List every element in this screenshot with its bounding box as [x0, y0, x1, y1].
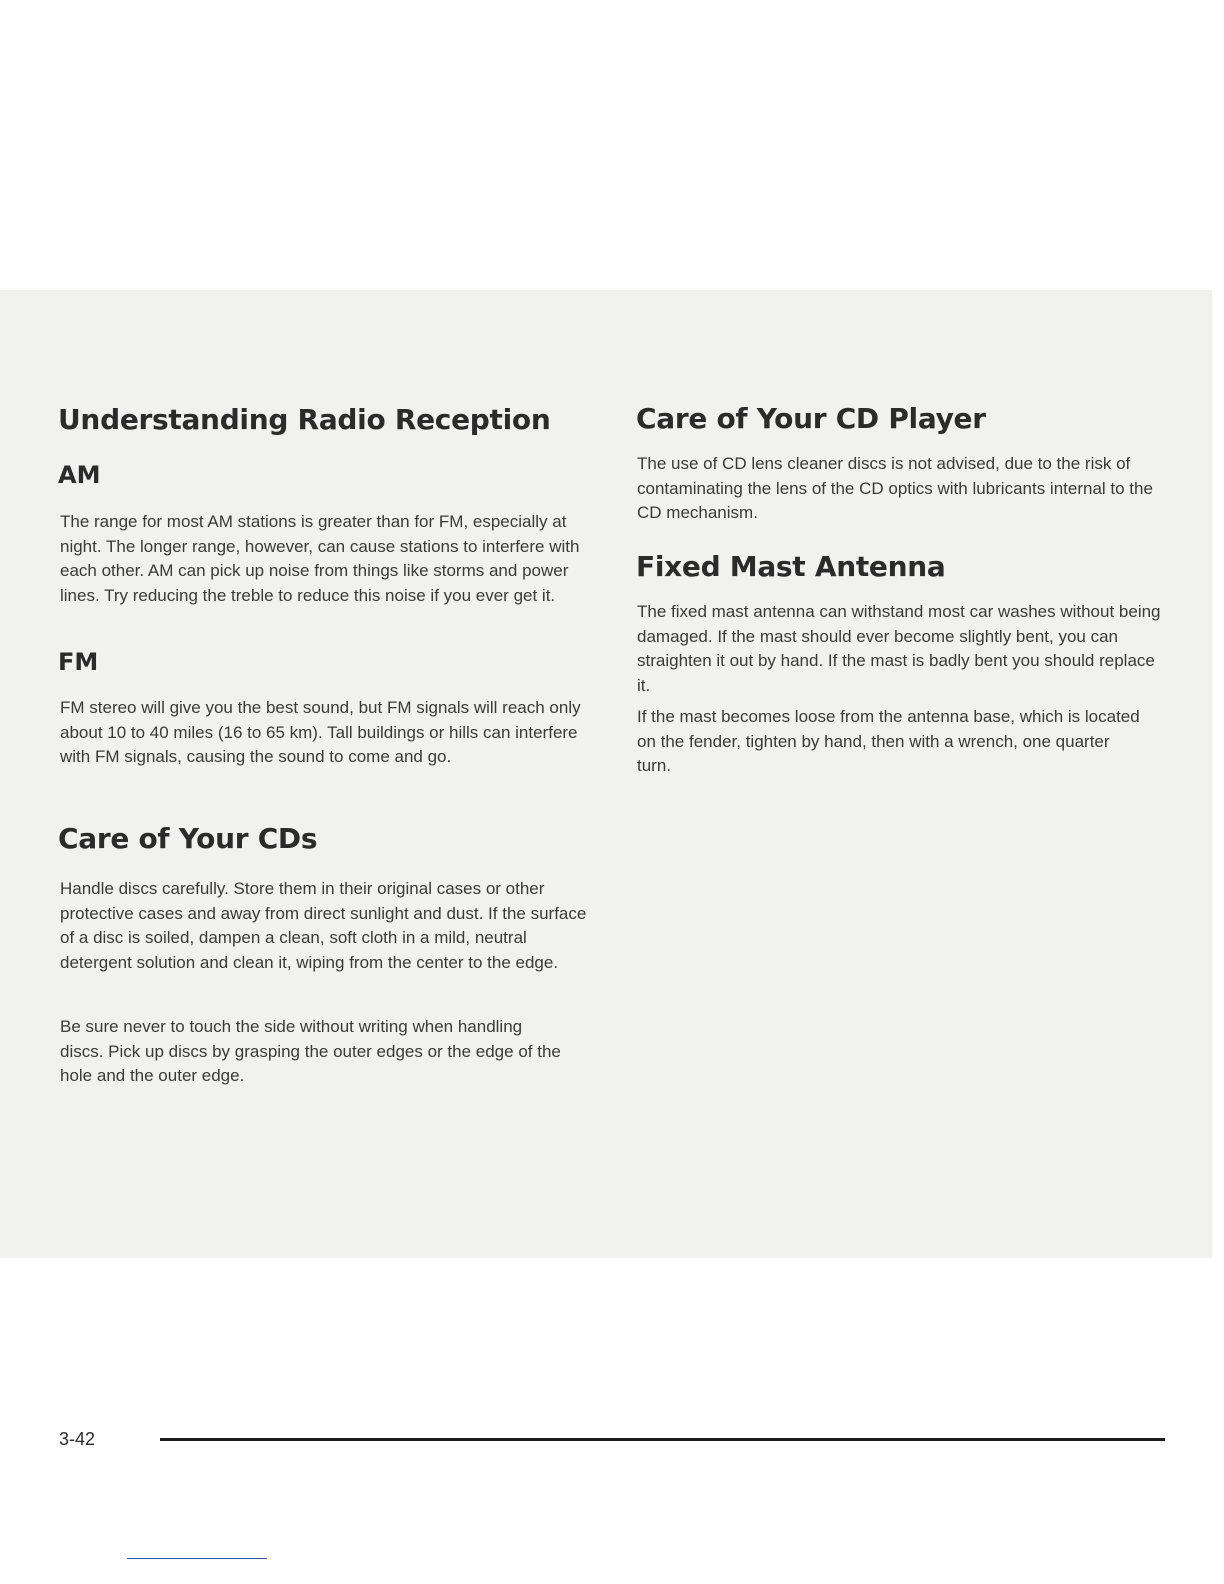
cd-player-heading: Care of Your CD Player — [636, 402, 986, 435]
am-heading: AM — [58, 461, 101, 489]
cd-player-paragraph: The use of CD lens cleaner discs is not advised, due to the risk of contaminating the lens of the CD optics with lubricants internal to the CD mechanism. — [637, 454, 1153, 522]
cds-paragraph-1: Handle discs carefully. Store them in their original cases or other protective cases and away from direct sunlight and dust. If the surface of a disc is soiled, dampen a clean, soft cloth in a mild, neutral detergent solution and clean it, wiping from the center to the edge. — [60, 879, 587, 972]
bottom-underline — [127, 1558, 267, 1559]
cds-paragraph-2: Be sure never to touch the side without writing when handling discs. Pick up discs by grasping the outer edges or the edge of the hole and the outer edge. — [60, 1017, 561, 1085]
am-paragraph: The range for most AM stations is greater than for FM, especially at night. The longer range, however, can cause stations to interfere with each other. AM can pick up noise from things like storms and power lines. Try reducing the treble to reduce this noise if you ever get it. — [60, 512, 580, 605]
page-number: 3-42 — [59, 1429, 96, 1449]
fixed-mast-antenna-heading: Fixed Mast Antenna — [636, 550, 946, 583]
antenna-paragraph-2: If the mast becomes loose from the antenna base, which is located on the fender, tighten by hand, then with a wrench, one quarter turn. — [637, 707, 1140, 775]
radio-reception-heading: Understanding Radio Reception — [58, 403, 551, 436]
footer-divider — [160, 1438, 1165, 1441]
care-of-cds-heading: Care of Your CDs — [58, 822, 318, 855]
antenna-paragraph-1: The fixed mast antenna can withstand most car washes without being damaged. If the mast should ever become slightly bent, you can straighten it out by hand. If the mast is badly bent you should replace it. — [637, 602, 1161, 695]
manual-page — [0, 290, 1212, 1449]
fm-paragraph: FM stereo will give you the best sound, but FM signals will reach only about 10 to 40 miles (16 to 65 km). Tall buildings or hills can interfere with FM signals, causing the sound to come and go. — [60, 698, 581, 766]
fm-heading: FM — [58, 648, 99, 676]
